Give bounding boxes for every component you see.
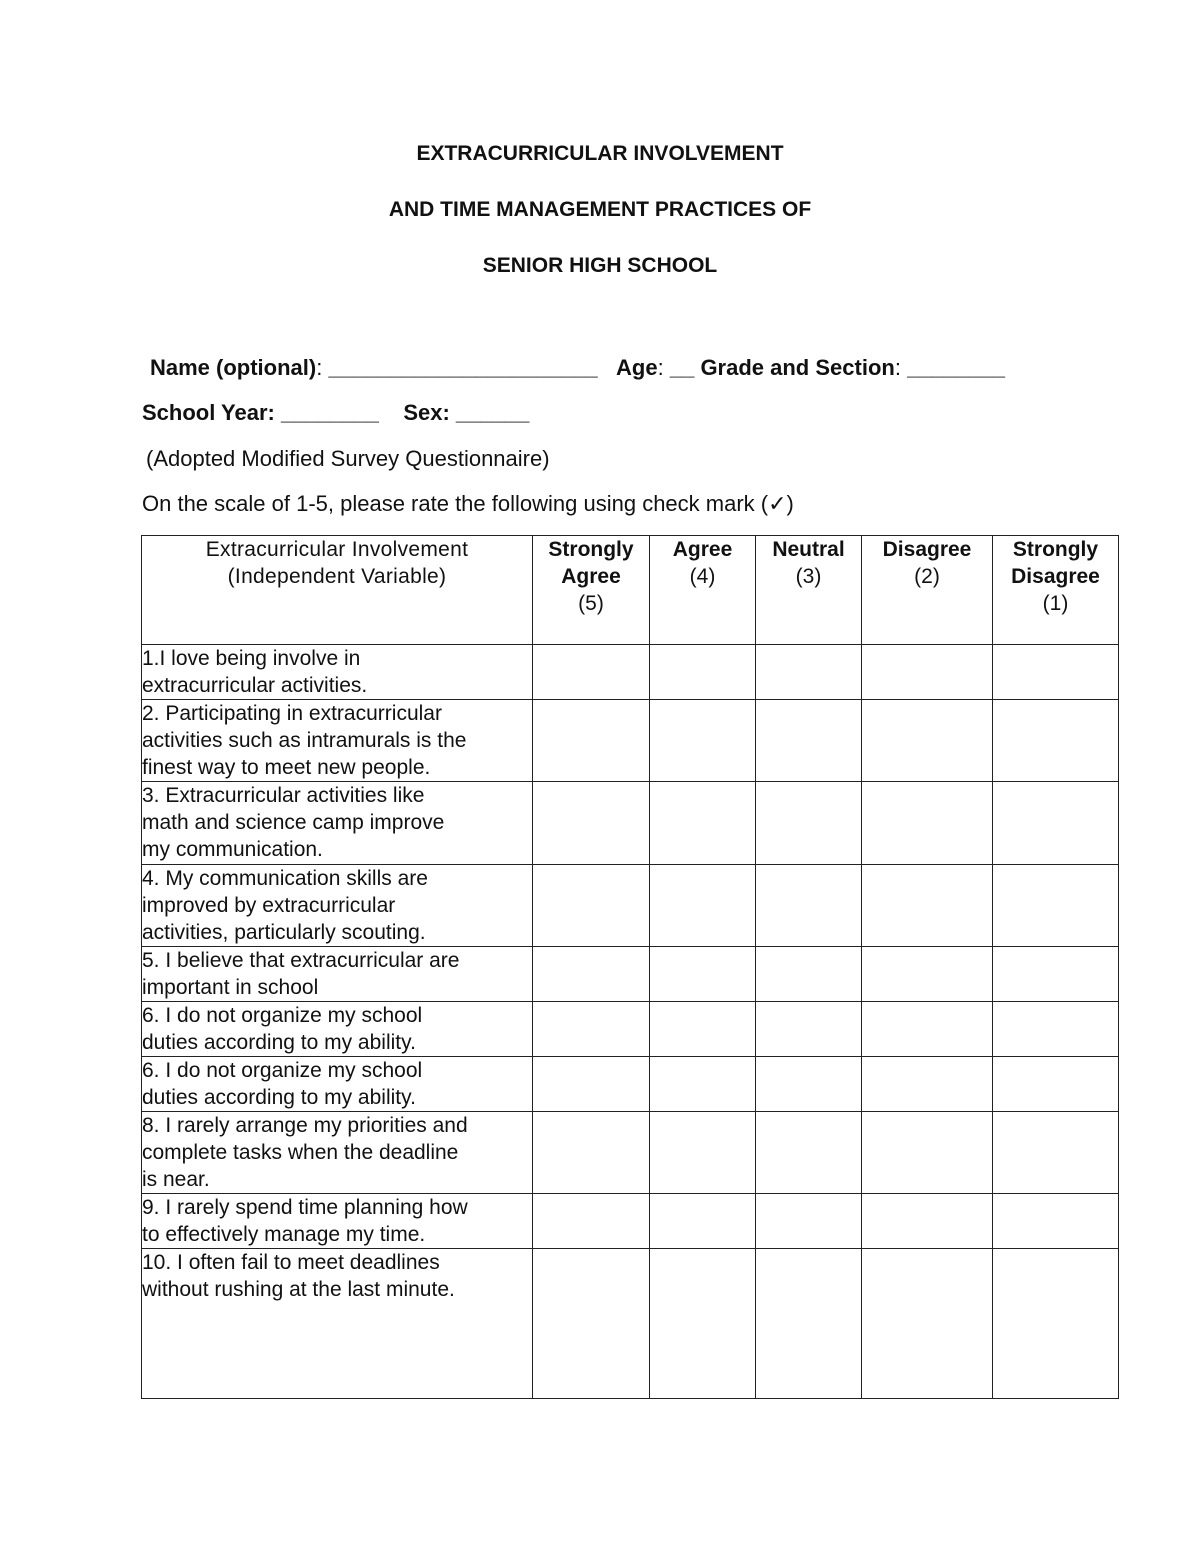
statement-cell [142, 1112, 533, 1194]
age-label: Age [616, 355, 658, 380]
rating-cell-2[interactable] [862, 1112, 993, 1194]
rating-cell-5[interactable] [533, 645, 650, 700]
statement-cell [142, 1002, 533, 1057]
rating-cell-5[interactable] [533, 1002, 650, 1057]
table-row [142, 947, 1119, 1002]
rating-cell-3[interactable] [756, 1194, 862, 1249]
rating-cell-3[interactable] [756, 1002, 862, 1057]
name-colon: : [316, 355, 323, 380]
rating-cell-3[interactable] [756, 947, 862, 1002]
statement-line: duties according to my ability. [142, 1031, 416, 1054]
rating-cell-5[interactable] [533, 782, 650, 865]
statement-cell [142, 1194, 533, 1249]
scale-value: (5) [578, 592, 604, 615]
statement-line: 10. I often fail to meet deadlines [142, 1251, 440, 1274]
scale-header-disagree [862, 536, 993, 645]
rating-cell-3[interactable] [756, 645, 862, 700]
rating-cell-3[interactable] [756, 1249, 862, 1399]
rating-cell-1[interactable] [993, 865, 1119, 947]
statement-line: is near. [142, 1168, 210, 1191]
respondent-fields-row-2 [142, 400, 529, 426]
statement-line: 8. I rarely arrange my priorities and [142, 1114, 468, 1137]
rating-cell-2[interactable] [862, 947, 993, 1002]
statement-cell [142, 782, 533, 865]
table-row [142, 865, 1119, 947]
statement-header-line-1: Extracurricular Involvement [205, 538, 469, 561]
statement-line: improved by extracurricular [142, 894, 396, 917]
statement-line: important in school [142, 976, 319, 999]
rating-cell-5[interactable] [533, 1194, 650, 1249]
rating-cell-4[interactable] [650, 645, 756, 700]
statement-line: to effectively manage my time. [142, 1223, 426, 1246]
scale-header-neutral [756, 536, 862, 645]
scale-label: Strongly [1012, 538, 1099, 561]
grade-colon: : [894, 355, 901, 380]
statement-line: 3. Extracurricular activities like [142, 784, 425, 807]
rating-cell-4[interactable] [650, 947, 756, 1002]
statement-line: 5. I believe that extracurricular are [142, 949, 460, 972]
rating-cell-1[interactable] [993, 700, 1119, 782]
scale-value: (1) [1042, 592, 1069, 615]
statement-line: finest way to meet new people. [142, 756, 431, 779]
statement-cell [142, 947, 533, 1002]
rating-cell-4[interactable] [650, 865, 756, 947]
statement-cell [142, 645, 533, 700]
school-year-field[interactable]: School Year: ________ [142, 400, 379, 425]
rating-cell-1[interactable] [993, 1057, 1119, 1112]
statement-line: math and science camp improve [142, 811, 445, 834]
rating-cell-4[interactable] [650, 782, 756, 865]
statement-line: 6. I do not organize my school [142, 1004, 423, 1027]
statement-line: extracurricular activities. [142, 674, 368, 697]
statement-line: 4. My communication skills are [142, 867, 428, 890]
respondent-fields-row-1 [150, 355, 1005, 381]
scale-label: Strongly [548, 538, 634, 561]
rating-cell-5[interactable] [533, 1057, 650, 1112]
age-blank[interactable]: __ [669, 355, 695, 380]
sex-field[interactable]: Sex: ______ [403, 400, 530, 425]
statement-cell [142, 865, 533, 947]
rating-cell-5[interactable] [533, 1112, 650, 1194]
statement-line: duties according to my ability. [142, 1086, 416, 1109]
rating-cell-4[interactable] [650, 700, 756, 782]
survey-table [141, 535, 1119, 1399]
table-row [142, 645, 1119, 700]
grade-section-blank[interactable]: ________ [907, 355, 1005, 380]
rating-cell-2[interactable] [862, 1057, 993, 1112]
title-line-3: SENIOR HIGH SCHOOL [482, 254, 718, 277]
statement-header-line-2: (Independent Variable) [227, 565, 447, 588]
rating-cell-3[interactable] [756, 700, 862, 782]
rating-cell-4[interactable] [650, 1057, 756, 1112]
rating-cell-5[interactable] [533, 1249, 650, 1399]
name-blank[interactable]: ______________________ [328, 355, 598, 380]
rating-cell-2[interactable] [862, 782, 993, 865]
statement-cell [142, 1249, 533, 1399]
rating-cell-1[interactable] [993, 1002, 1119, 1057]
rating-cell-3[interactable] [756, 782, 862, 865]
scale-header-strongly-agree [533, 536, 650, 645]
statement-column-header [142, 536, 533, 645]
statement-line: activities such as intramurals is the [142, 729, 467, 752]
rating-cell-5[interactable] [533, 947, 650, 1002]
scale-header-strongly-disagree [993, 536, 1119, 645]
scale-label: Disagree [882, 538, 972, 561]
rating-cell-1[interactable] [993, 947, 1119, 1002]
table-row [142, 1057, 1119, 1112]
rating-cell-1[interactable] [993, 1112, 1119, 1194]
table-header-row [142, 536, 1119, 645]
rating-cell-2[interactable] [862, 1194, 993, 1249]
table-row [142, 1002, 1119, 1057]
table-row [142, 1194, 1119, 1249]
rating-cell-2[interactable] [862, 645, 993, 700]
statement-line: 9. I rarely spend time planning how [142, 1196, 468, 1219]
source-note: (Adopted Modified Survey Questionnaire) [146, 446, 550, 471]
statement-line: activities, particularly scouting. [142, 921, 426, 944]
rating-cell-2[interactable] [862, 865, 993, 947]
rating-cell-2[interactable] [862, 1249, 993, 1399]
statement-line: complete tasks when the deadline [142, 1141, 459, 1164]
rating-cell-3[interactable] [756, 1057, 862, 1112]
rating-cell-4[interactable] [650, 1002, 756, 1057]
scale-label: Neutral [772, 538, 845, 561]
rating-cell-4[interactable] [650, 1112, 756, 1194]
table-row [142, 700, 1119, 782]
scale-header-agree [650, 536, 756, 645]
grade-section-label: Grade and Section [700, 355, 895, 380]
statement-line: 6. I do not organize my school [142, 1059, 423, 1082]
scale-label: Agree [561, 565, 621, 588]
statement-cell [142, 1057, 533, 1112]
rating-cell-1[interactable] [993, 1249, 1119, 1399]
rating-cell-1[interactable] [993, 1194, 1119, 1249]
statement-line: my communication. [142, 838, 323, 861]
rating-cell-3[interactable] [756, 865, 862, 947]
rating-cell-5[interactable] [533, 865, 650, 947]
statement-line: without rushing at the last minute. [142, 1278, 455, 1301]
rating-cell-2[interactable] [862, 1002, 993, 1057]
rating-cell-2[interactable] [862, 700, 993, 782]
scale-value: (4) [689, 565, 716, 588]
rating-cell-5[interactable] [533, 700, 650, 782]
table-row [142, 1112, 1119, 1194]
title-line-2: AND TIME MANAGEMENT PRACTICES OF [388, 198, 812, 221]
instruction-text: On the scale of 1-5, please rate the following using check mark (✓) [142, 491, 794, 516]
table-row [142, 782, 1119, 865]
rating-cell-1[interactable] [993, 782, 1119, 865]
scale-value: (3) [795, 565, 822, 588]
name-label: Name (optional) [150, 355, 317, 380]
statement-line: 2. Participating in extracurricular [142, 702, 442, 725]
title-line-1: EXTRACURRICULAR INVOLVEMENT [416, 142, 784, 165]
document-title [0, 140, 1200, 308]
table-row [142, 1249, 1119, 1399]
scale-label: Disagree [1011, 565, 1100, 588]
scale-value: (2) [914, 565, 940, 588]
scale-label: Agree [672, 538, 733, 561]
rating-cell-4[interactable] [650, 1249, 756, 1399]
rating-cell-1[interactable] [993, 645, 1119, 700]
statement-line: 1.I love being involve in [142, 647, 361, 670]
age-colon: : [657, 355, 664, 380]
statement-cell [142, 700, 533, 782]
rating-cell-3[interactable] [756, 1112, 862, 1194]
rating-cell-4[interactable] [650, 1194, 756, 1249]
